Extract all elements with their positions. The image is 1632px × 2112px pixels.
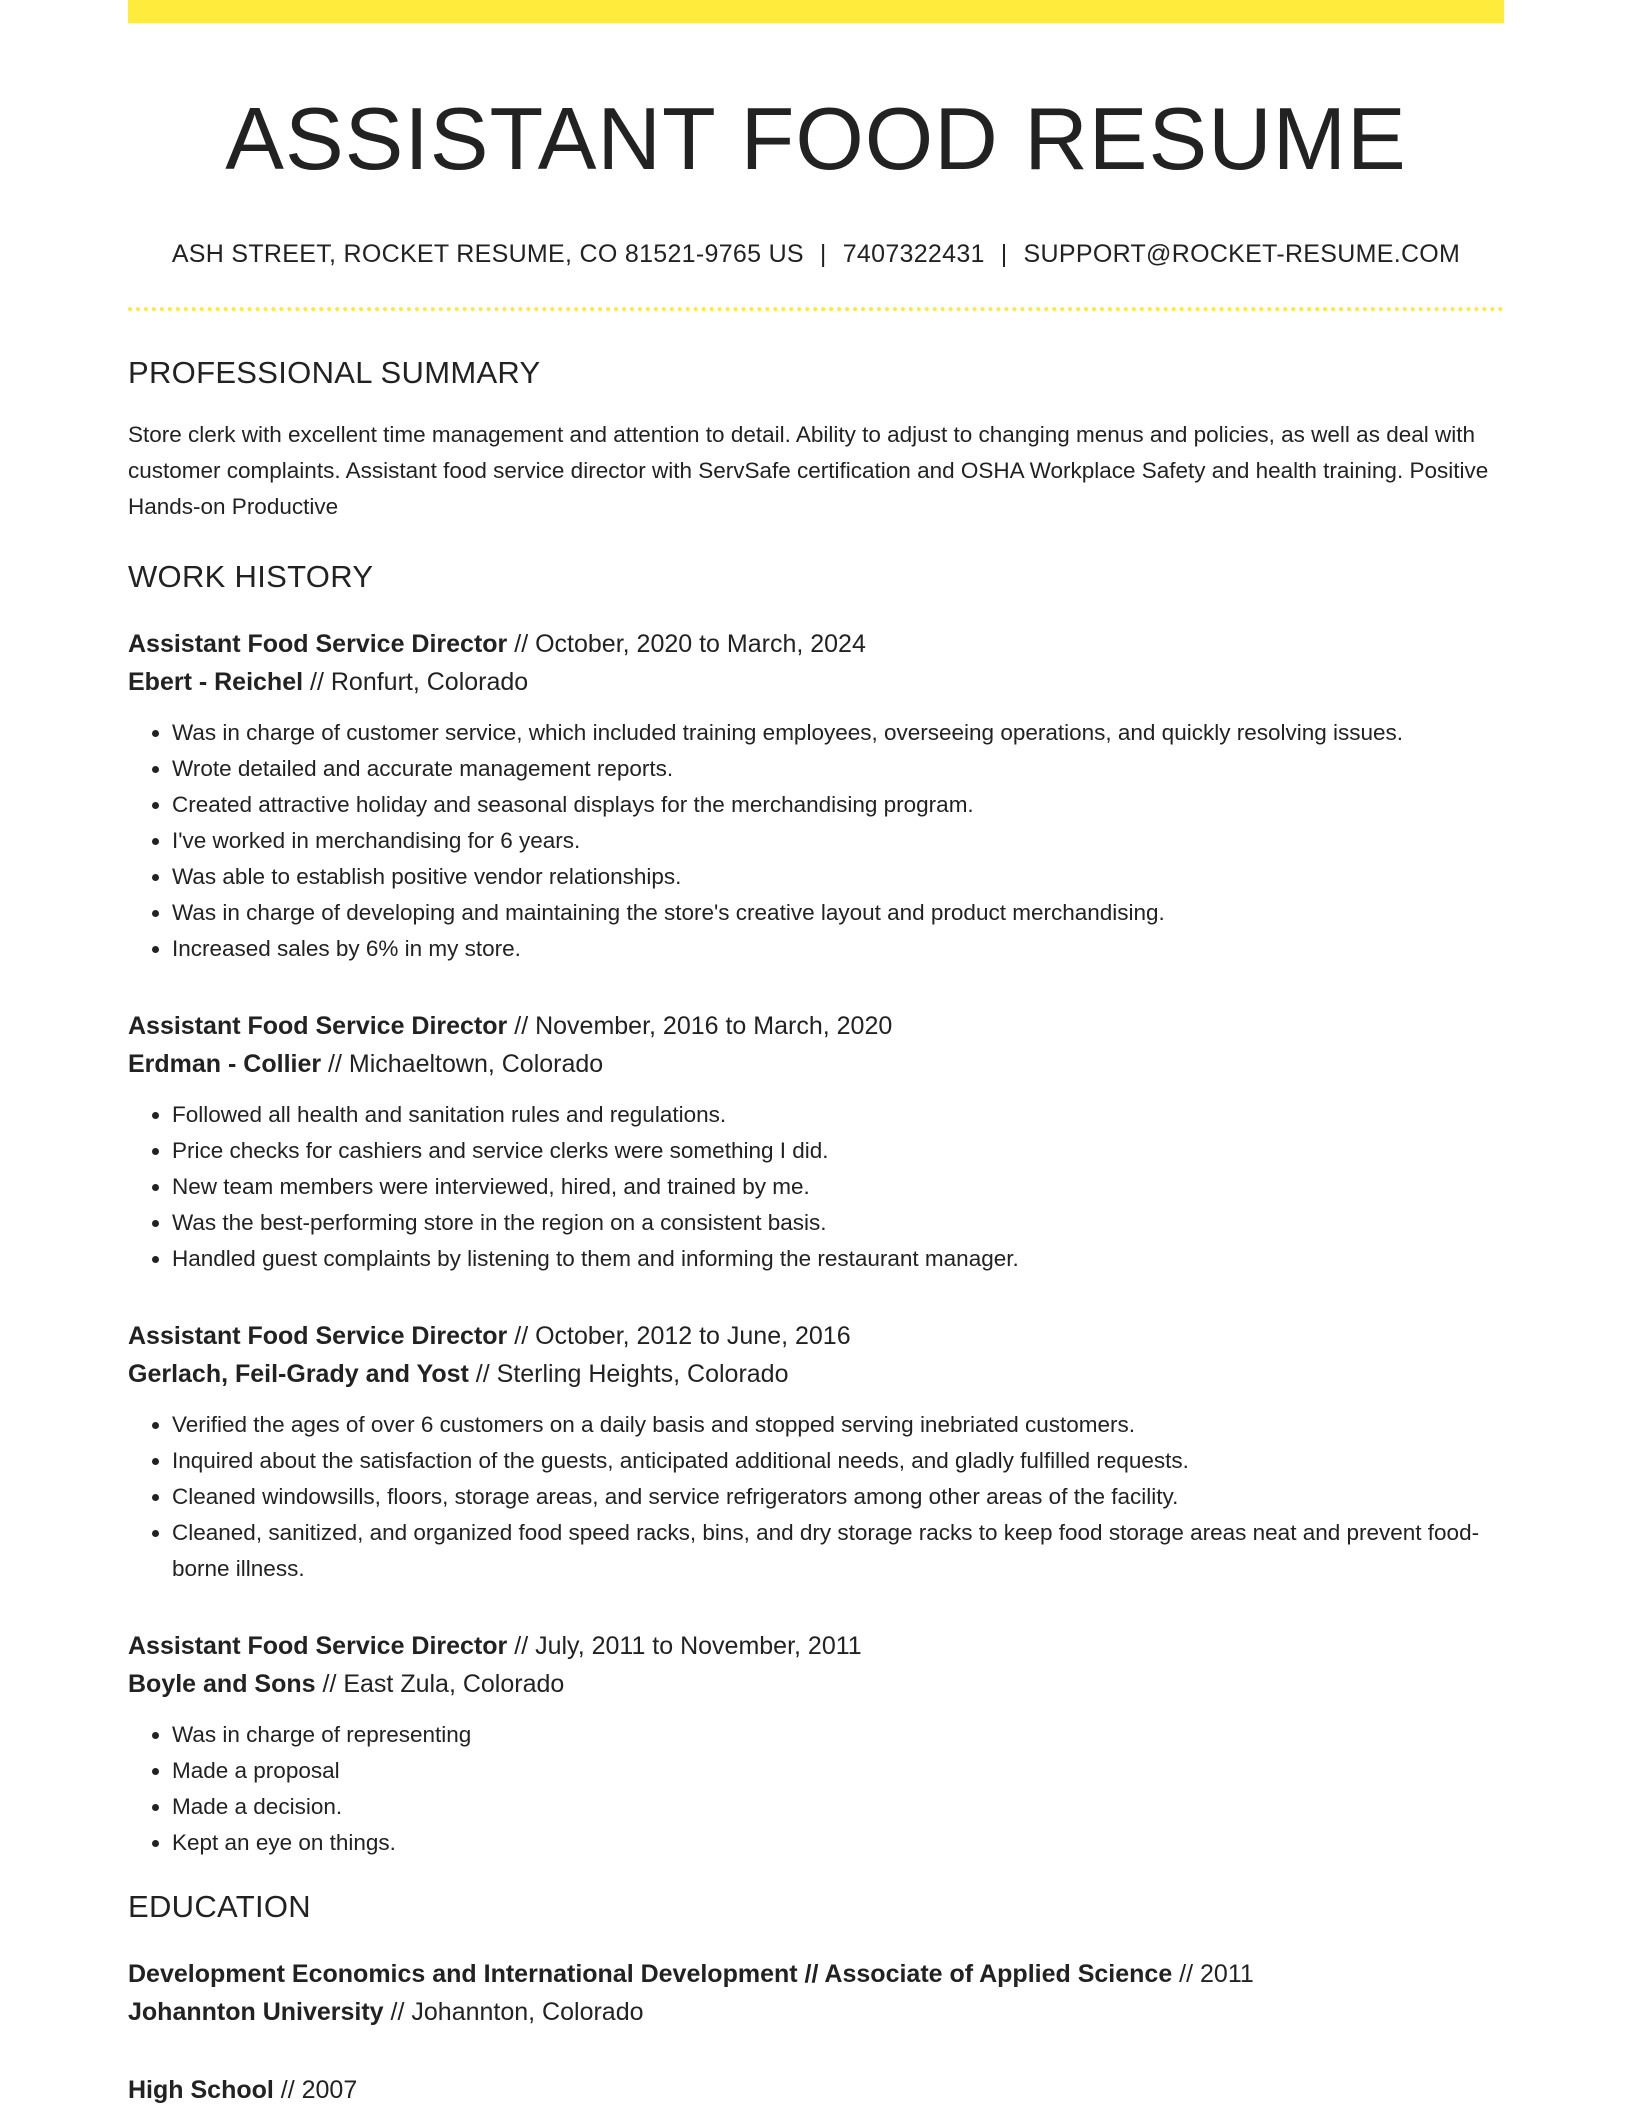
- job-location: Michaeltown, Colorado: [348, 1049, 604, 1078]
- job-divider: //: [507, 1631, 536, 1660]
- job-location: Ronfurt, Colorado: [330, 667, 529, 696]
- summary-text: Store clerk with excellent time management and attention to detail. Ability to adjust to changing menus and policies, as well as deal with customer complaints. Assistant food service director with ServSafe certification and OSHA Workplace Safety and health training. Positive Hands-on Productive: [128, 421, 1489, 519]
- job-bullet: • Was able to establish positive vendor relationships.: [172, 859, 1504, 895]
- header-divider: [128, 307, 1504, 311]
- job-bullet-list: [128, 715, 1504, 967]
- job-bullet: • Created attractive holiday and seasonal displays for the merchandising program.: [172, 787, 1504, 823]
- job-position: Assistant Food Service Director: [128, 1321, 508, 1350]
- job-divider: //: [315, 1669, 344, 1698]
- job-title-line: [128, 625, 1504, 663]
- education-heading: EDUCATION: [128, 1888, 311, 1924]
- job-divider: //: [507, 1011, 536, 1040]
- job-dates: July, 2011 to November, 2011: [535, 1631, 862, 1660]
- education-degree: Development Economics and International Development // Associate of Applied Science: [128, 1959, 1173, 1988]
- work-history-heading: WORK HISTORY: [128, 558, 374, 594]
- education-degree-line: [128, 2071, 1504, 2109]
- job-dates: November, 2016 to March, 2020: [535, 1011, 893, 1040]
- education-location: Johannton, Colorado: [411, 1997, 644, 2026]
- job-bullet: • Made a decision.: [172, 1789, 1504, 1825]
- job-divider: //: [303, 667, 331, 696]
- education-entry: [128, 1955, 1504, 2031]
- job-location: East Zula, Colorado: [343, 1669, 565, 1698]
- job-dates: October, 2012 to June, 2016: [535, 1321, 851, 1350]
- job-entry: [128, 1007, 1504, 1277]
- job-divider: //: [321, 1049, 349, 1078]
- education-degree-line: [128, 1955, 1504, 1993]
- job-location: Sterling Heights, Colorado: [496, 1359, 789, 1388]
- job-divider: //: [507, 629, 536, 658]
- education-degree: High School: [128, 2075, 274, 2104]
- work-history-list: [128, 625, 1504, 1861]
- job-bullet: • Increased sales by 6% in my store.: [172, 931, 1504, 967]
- job-bullet: • Verified the ages of over 6 customers on a daily basis and stopped serving inebriated customers.: [172, 1407, 1504, 1443]
- job-bullet: • Was in charge of developing and maintaining the store's creative layout and product merchandising.: [172, 895, 1504, 931]
- job-company-line: [128, 1355, 1504, 1393]
- job-title-line: [128, 1317, 1504, 1355]
- education-school: Johannton University: [128, 1997, 384, 2026]
- job-bullet: • Followed all health and sanitation rules and regulations.: [172, 1097, 1504, 1133]
- job-title-line: [128, 1007, 1504, 1045]
- job-company-line: [128, 1665, 1504, 1703]
- contact-line: [128, 240, 1504, 269]
- education-school-line: [128, 1993, 1504, 2031]
- summary-heading: PROFESSIONAL SUMMARY: [128, 354, 541, 390]
- resume-title: ASSISTANT FOOD RESUME: [225, 89, 1407, 188]
- job-company: Erdman - Collier: [128, 1049, 322, 1078]
- job-bullet: • Handled guest complaints by listening to them and informing the restaurant manager.: [172, 1241, 1504, 1277]
- job-divider: //: [507, 1321, 536, 1350]
- job-bullet: • Was in charge of representing: [172, 1717, 1504, 1753]
- job-title-line: [128, 1627, 1504, 1665]
- resume-page: [128, 0, 1504, 2109]
- job-position: Assistant Food Service Director: [128, 1011, 508, 1040]
- job-bullet: • Made a proposal: [172, 1753, 1504, 1789]
- contact-address: ASH STREET, ROCKET RESUME, CO 81521-9765 US: [171, 239, 804, 268]
- education-list: [128, 1955, 1504, 2109]
- job-entry: [128, 625, 1504, 967]
- education-divider: //: [273, 2075, 302, 2104]
- education-divider: //: [383, 1997, 412, 2026]
- education-divider: //: [1172, 1959, 1201, 1988]
- job-bullet: • New team members were interviewed, hired, and trained by me.: [172, 1169, 1504, 1205]
- job-bullet: • Was the best-performing store in the region on a consistent basis.: [172, 1205, 1504, 1241]
- job-entry: [128, 1627, 1504, 1861]
- job-company: Ebert - Reichel: [128, 667, 304, 696]
- job-bullet: • Inquired about the satisfaction of the guests, anticipated additional needs, and gladly fulfilled requests.: [172, 1443, 1504, 1479]
- job-bullet: • I've worked in merchandising for 6 years.: [172, 823, 1504, 859]
- job-bullet: • Kept an eye on things.: [172, 1825, 1504, 1861]
- contact-separator: |: [819, 239, 827, 268]
- education-year: 2007: [301, 2075, 358, 2104]
- job-bullet: • Wrote detailed and accurate management reports.: [172, 751, 1504, 787]
- contact-phone: 7407322431: [842, 239, 985, 268]
- job-bullet: • Cleaned windowsills, floors, storage areas, and service refrigerators among other areas of the facility.: [172, 1479, 1504, 1515]
- education-entry: [128, 2071, 1504, 2109]
- job-company-line: [128, 663, 1504, 701]
- job-bullet: • Cleaned, sanitized, and organized food speed racks, bins, and dry storage racks to keep food storage areas neat and prevent food-borne illness.: [172, 1515, 1504, 1587]
- job-entry: [128, 1317, 1504, 1587]
- job-bullet: • Price checks for cashiers and service clerks were something I did.: [172, 1133, 1504, 1169]
- job-bullet: • Was in charge of customer service, which included training employees, overseeing operations, and quickly resolving issues.: [172, 715, 1504, 751]
- job-position: Assistant Food Service Director: [128, 629, 508, 658]
- job-position: Assistant Food Service Director: [128, 1631, 508, 1660]
- education-year: 2011: [1200, 1959, 1254, 1988]
- job-divider: //: [468, 1359, 497, 1388]
- job-company: Boyle and Sons: [128, 1669, 316, 1698]
- job-bullet-list: [128, 1717, 1504, 1861]
- contact-email: SUPPORT@ROCKET-RESUME.COM: [1023, 239, 1461, 268]
- top-accent-bar: [128, 0, 1504, 23]
- job-company-line: [128, 1045, 1504, 1083]
- job-company: Gerlach, Feil-Grady and Yost: [128, 1359, 469, 1388]
- contact-separator: |: [1000, 239, 1008, 268]
- job-bullet-list: [128, 1407, 1504, 1587]
- job-bullet-list: [128, 1097, 1504, 1277]
- job-dates: October, 2020 to March, 2024: [535, 629, 866, 658]
